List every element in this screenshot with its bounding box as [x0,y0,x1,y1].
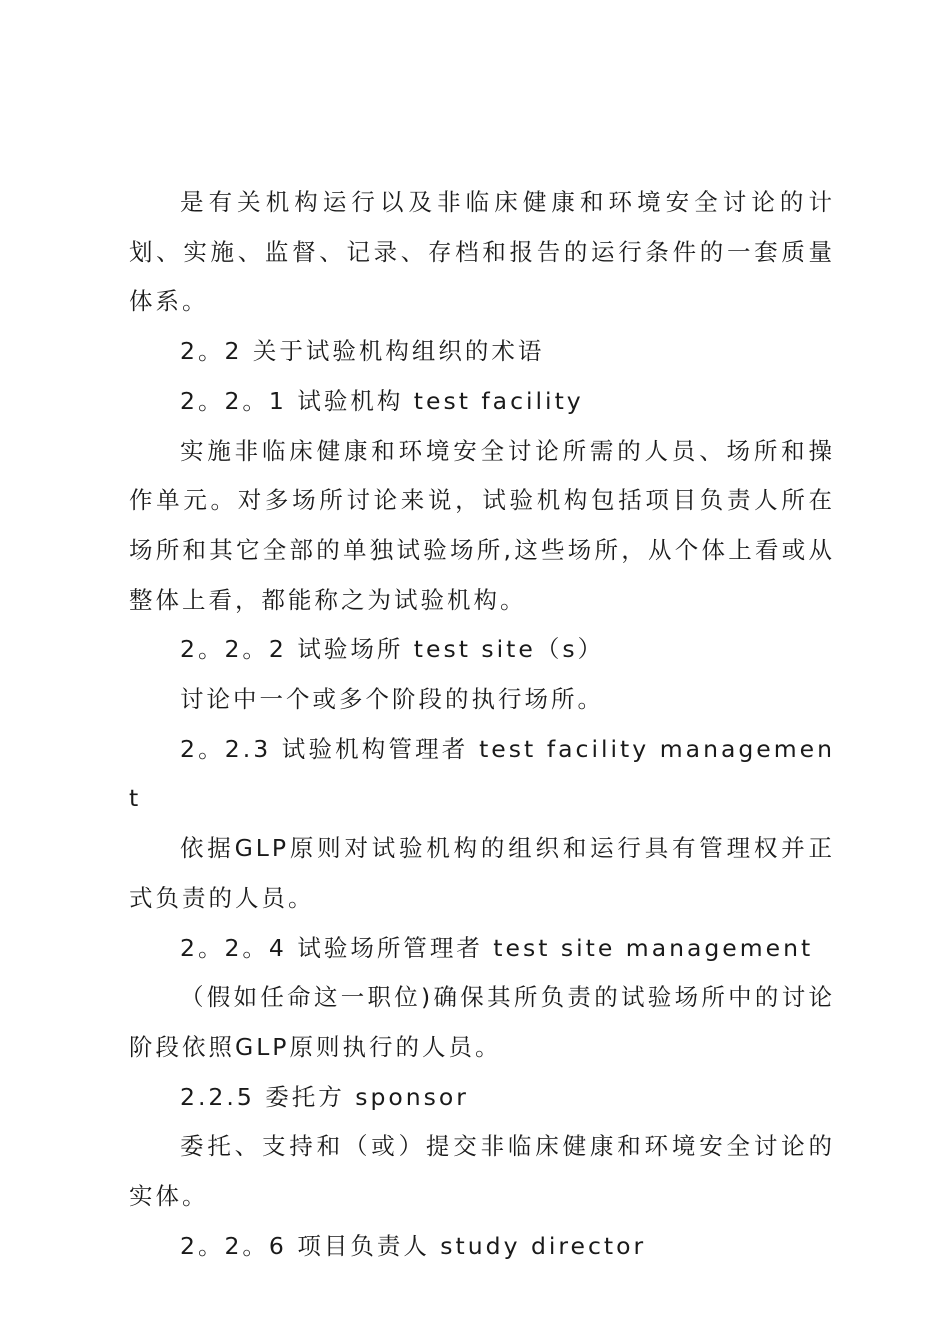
paragraph-test-facility-management-definition: 依据GLP原则对试验机构的组织和运行具有管理权并正式负责的人员。 [129,834,835,912]
heading-2-2-2-test-site: 2。2。2 试验场所 test site（s） [180,635,605,664]
paragraph-test-site-definition: 讨论中一个或多个阶段的执行场所。 [180,685,604,714]
paragraph-test-site-management-definition: （假如任命这一职位)确保其所负责的试验场所中的讨论阶段依照GLP原则执行的人员。 [129,983,835,1061]
heading-2-2-1-test-facility: 2。2。1 试验机构 test facility [180,386,584,415]
heading-2-2-3-test-facility-management: 2。2.3 试验机构管理者 test facility management [129,734,835,813]
heading-2-2-4-test-site-management: 2。2。4 试验场所管理者 test site management [180,933,814,962]
heading-2-2-5-sponsor: 2.2.5 委托方 sponsor [180,1082,469,1111]
document-body [129,178,835,1271]
heading-2-2-6-study-director: 2。2。6 项目负责人 study director [180,1231,647,1260]
paragraph-test-facility-definition: 实施非临床健康和环境安全讨论所需的人员、场所和操作单元。对多场所讨论来说，试验机构包括项目负责人所在场所和其它全部的单独试验场所,这些场所，从个体上看或从整体上看，都能称之为试验机构。 [129,436,835,614]
paragraph-sponsor-definition: 委托、支持和（或）提交非临床健康和环境安全讨论的实体。 [129,1132,835,1211]
heading-2-2-terms: 2。2 关于试验机构组织的术语 [180,337,545,366]
paragraph-qms-definition: 是有关机构运行以及非临床健康和环境安全讨论的计划、实施、监督、记录、存档和报告的运行条件的一套质量体系。 [129,188,835,316]
